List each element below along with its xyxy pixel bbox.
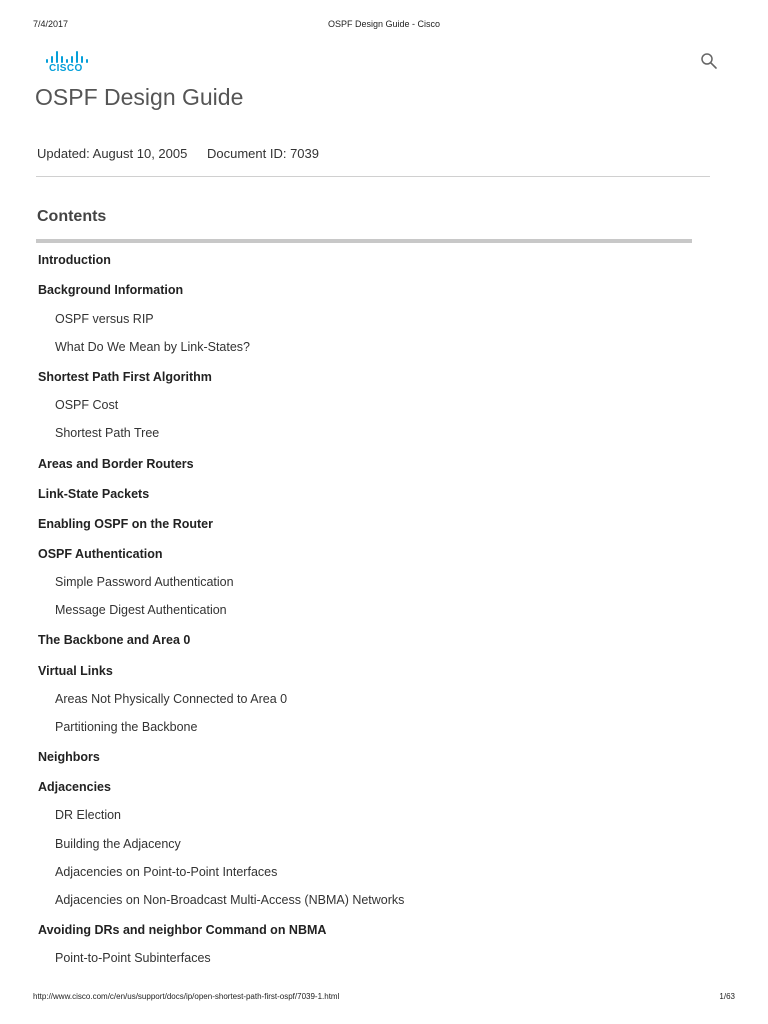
toc-subsection-link[interactable]: OSPF Cost xyxy=(55,398,119,412)
toc-subsection-link[interactable]: Simple Password Authentication xyxy=(55,575,234,589)
toc-subsection-link[interactable]: Shortest Path Tree xyxy=(55,426,160,440)
toc-section-link[interactable]: Adjacencies xyxy=(38,780,111,794)
toc-section-link[interactable]: Virtual Links xyxy=(38,664,113,678)
toc-section-link[interactable]: Neighbors xyxy=(38,750,100,764)
document-meta xyxy=(37,146,335,161)
cisco-wordmark: CISCO xyxy=(49,63,83,74)
toc-subsection-link[interactable]: What Do We Mean by Link-States? xyxy=(55,340,250,354)
toc-subsection-link[interactable]: DR Election xyxy=(55,808,121,822)
meta-divider xyxy=(36,176,710,177)
toc-subsection-link[interactable]: Adjacencies on Non-Broadcast Multi-Access (NBMA) Networks xyxy=(55,893,405,907)
search-button[interactable] xyxy=(700,52,718,70)
cisco-logo-bars xyxy=(46,51,88,63)
toc-section-link[interactable]: Enabling OSPF on the Router xyxy=(38,517,213,531)
page-title: OSPF Design Guide xyxy=(35,84,244,110)
search-icon xyxy=(700,52,718,70)
contents-heading: Contents xyxy=(37,208,107,225)
toc-subsection-link[interactable]: Building the Adjacency xyxy=(55,837,181,851)
toc-section-link[interactable]: Areas and Border Routers xyxy=(38,457,194,471)
print-url: http://www.cisco.com/c/en/us/support/docs/ip/open-shortest-path-first-ospf/7039-1.html xyxy=(33,992,340,1001)
toc-section-link[interactable]: Introduction xyxy=(38,253,111,267)
toc-subsection-link[interactable]: OSPF versus RIP xyxy=(55,312,154,326)
print-header xyxy=(33,19,735,31)
print-date: 7/4/2017 xyxy=(33,19,69,29)
document-id: Document ID: 7039 xyxy=(206,146,319,161)
toc-subsection-link[interactable]: Point-to-Point Subinterfaces xyxy=(55,951,211,965)
toc-section-link[interactable]: The Backbone and Area 0 xyxy=(38,633,191,647)
toc-subsection-link[interactable]: Areas Not Physically Connected to Area 0 xyxy=(55,692,288,706)
toc-section-link[interactable]: OSPF Authentication xyxy=(38,547,163,561)
toc-section-link[interactable]: Shortest Path First Algorithm xyxy=(38,370,212,384)
print-title: OSPF Design Guide - Cisco xyxy=(327,19,441,29)
toc-subsection-link[interactable]: Adjacencies on Point-to-Point Interfaces xyxy=(55,865,278,879)
toc-section-link[interactable]: Background Information xyxy=(38,283,184,297)
toc-subsection-link[interactable]: Message Digest Authentication xyxy=(55,603,227,617)
updated-date: Updated: August 10, 2005 xyxy=(37,146,188,161)
print-footer xyxy=(33,992,735,1004)
page-number: 1/63 xyxy=(719,992,735,1001)
toc-subsection-link[interactable]: Partitioning the Backbone xyxy=(55,720,198,734)
contents-divider xyxy=(36,239,692,243)
cisco-logo[interactable] xyxy=(44,51,90,77)
toc-section-link[interactable]: Avoiding DRs and neighbor Command on NBMA xyxy=(38,923,327,937)
toc-section-link[interactable]: Link-State Packets xyxy=(38,487,150,501)
